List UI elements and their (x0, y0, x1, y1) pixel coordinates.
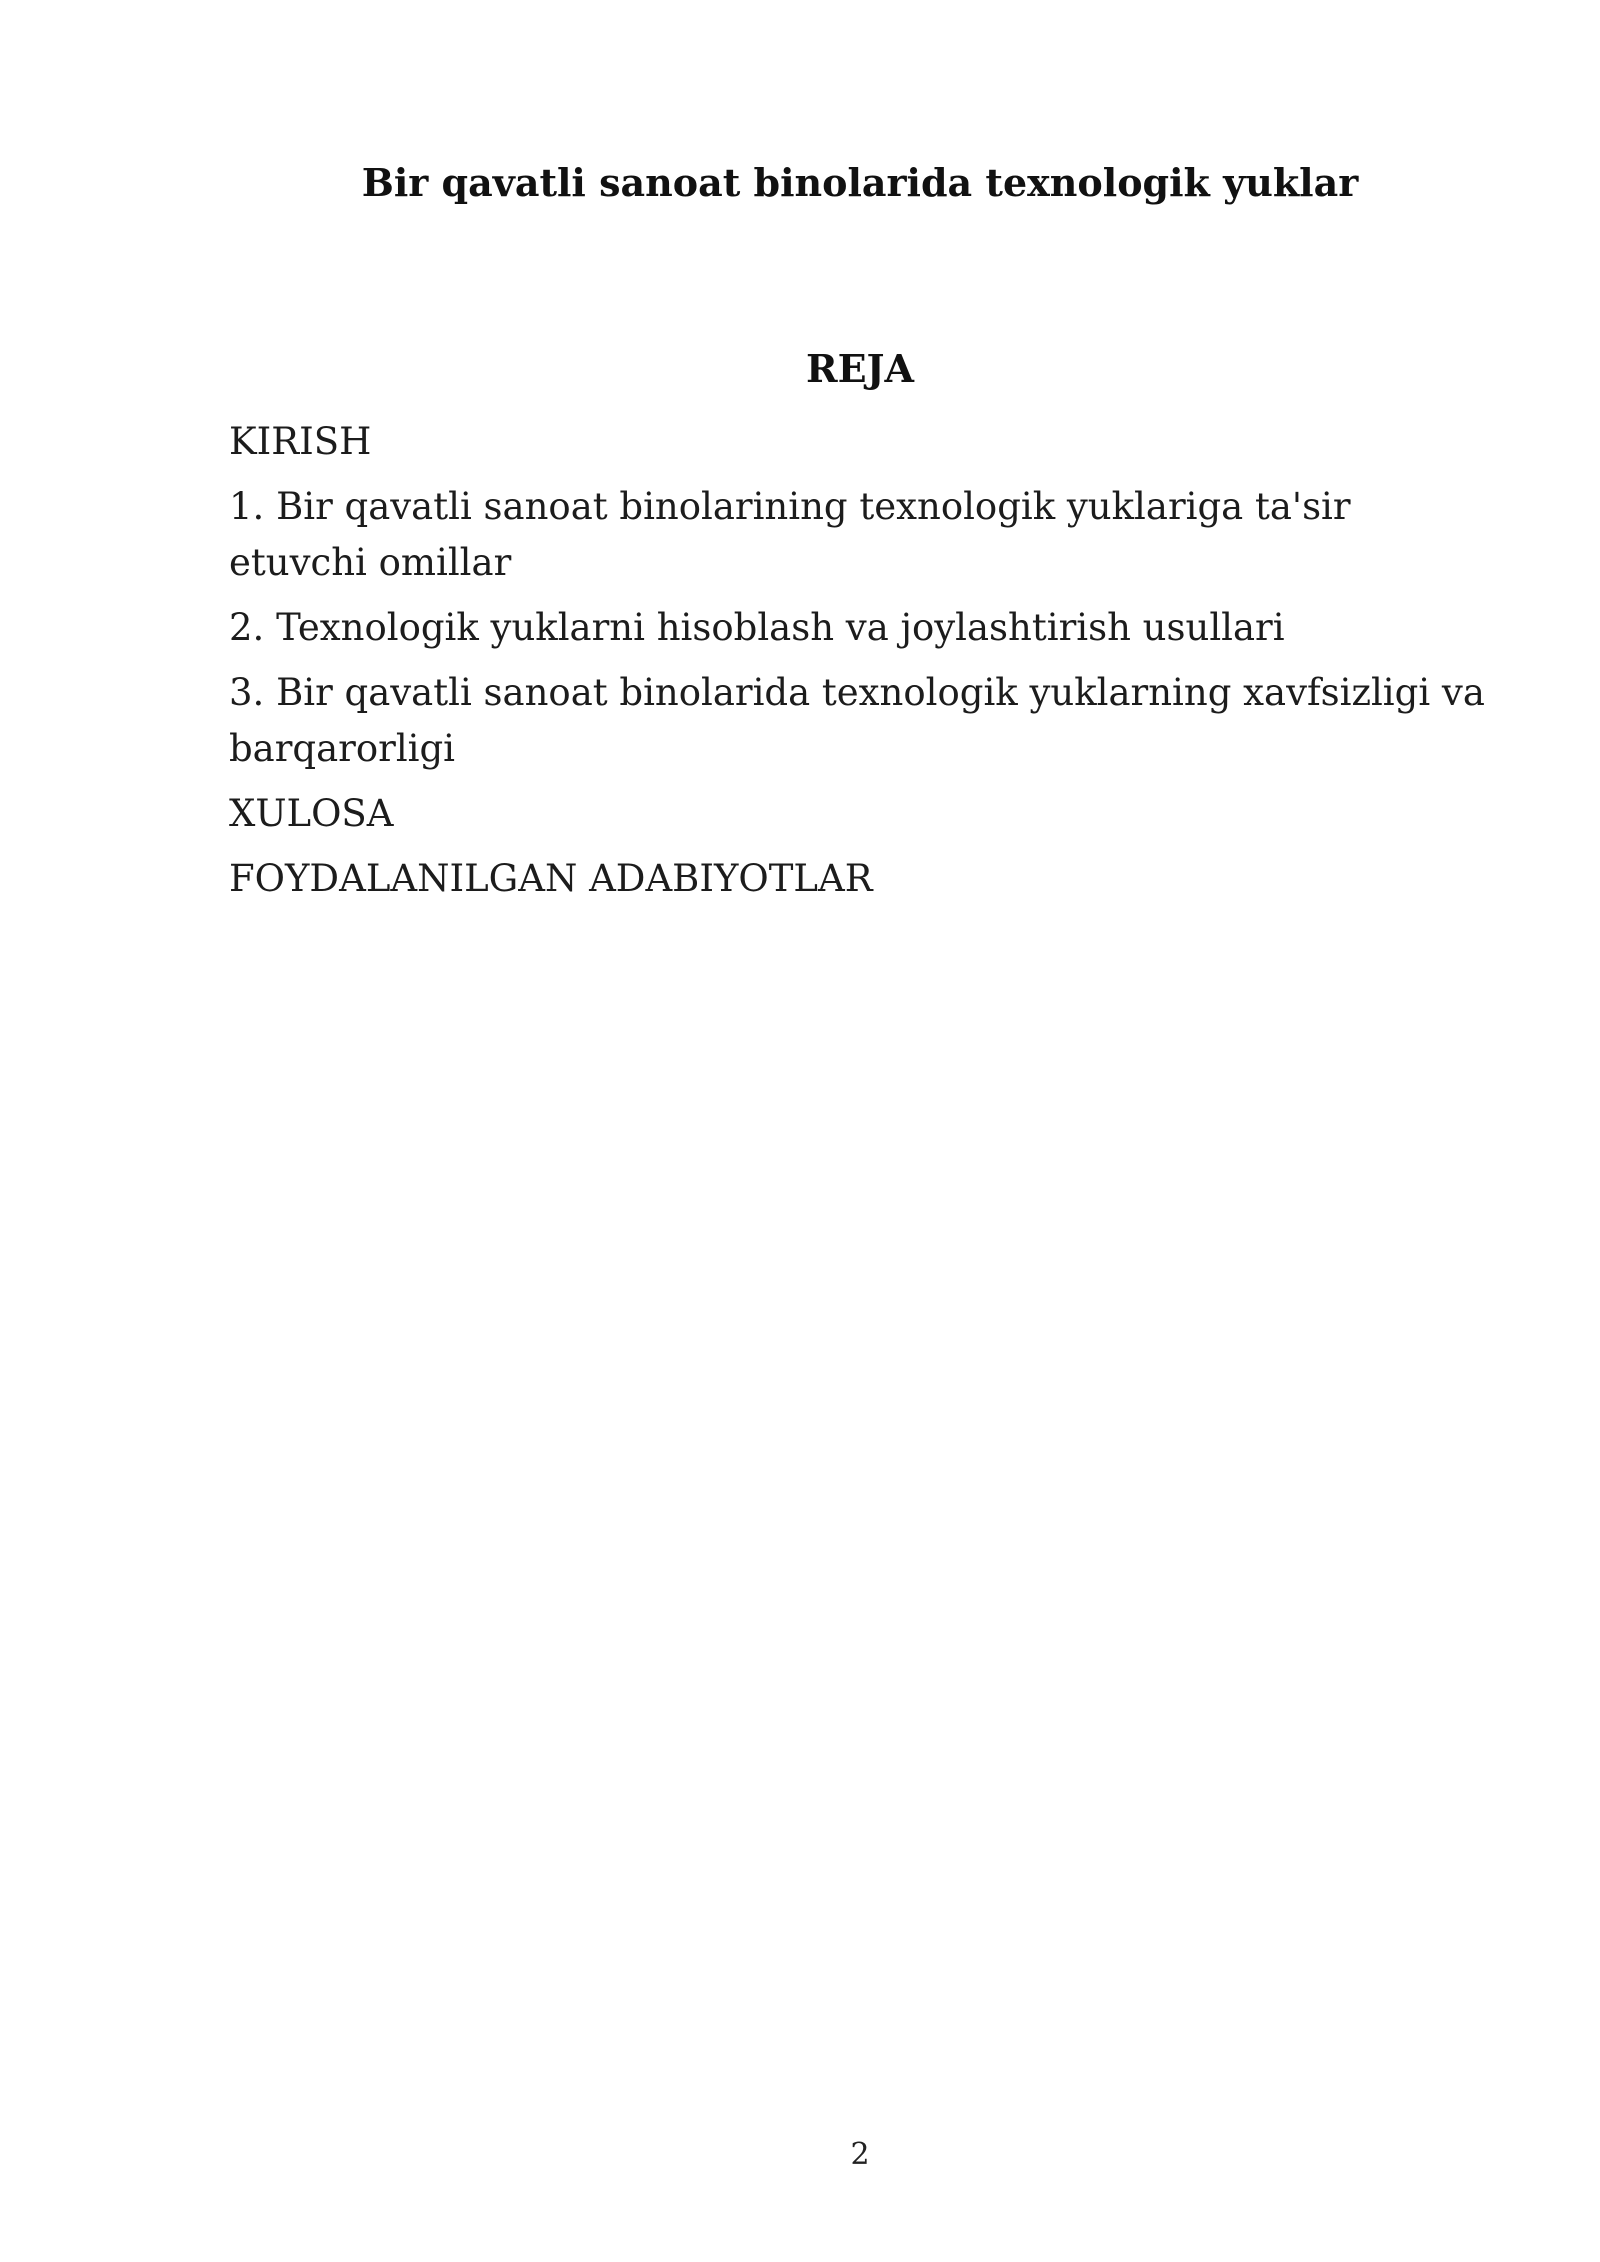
toc-item-section-1: 1. Bir qavatli sanoat binolarining texnologik yuklariga ta'sir etuvchi omillar (229, 485, 1351, 584)
page-number: 2 (850, 2137, 870, 2172)
toc-item-section-3: 3. Bir qavatli sanoat binolarida texnologik yuklarning xavfsizligi va barqarorligi (229, 671, 1485, 770)
document-title: Bir qavatli sanoat binolarida texnologik yuklar (361, 160, 1359, 205)
plan-heading: REJA (805, 346, 914, 391)
toc-item-references: FOYDALANILGAN ADABIYOTLAR (229, 857, 873, 900)
toc-item-conclusion: XULOSA (229, 792, 394, 835)
toc-item-section-2: 2. Texnologik yuklarni hisoblash va joylashtirish usullari (229, 606, 1285, 649)
toc-item-introduction: KIRISH (229, 420, 372, 463)
